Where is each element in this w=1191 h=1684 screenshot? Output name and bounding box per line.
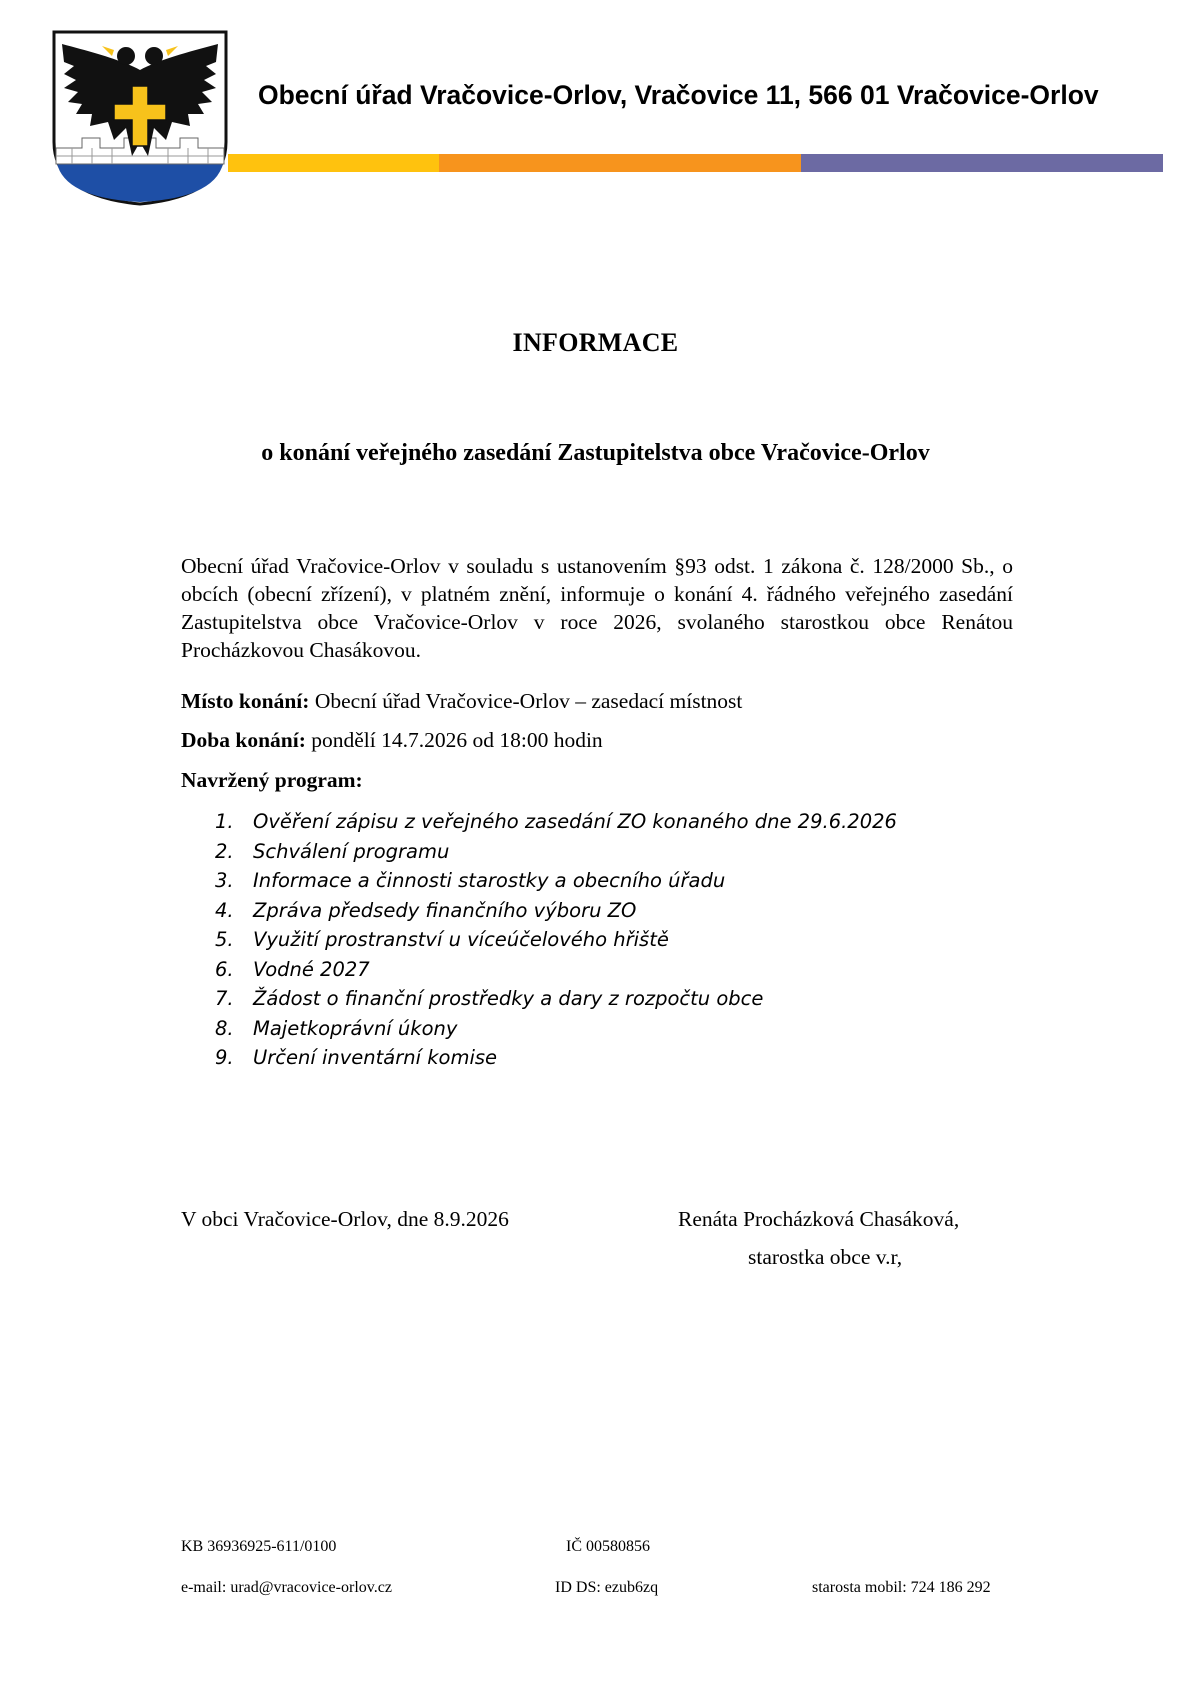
agenda-item-text: Zpráva předsedy finančního výboru ZO bbox=[253, 898, 637, 922]
footer-email: e-mail: urad@vracovice-orlov.cz bbox=[181, 1579, 392, 1596]
agenda-item-text: Vodné 2027 bbox=[253, 957, 370, 981]
footer-company-id: IČ 00580856 bbox=[566, 1538, 650, 1555]
coat-of-arms-icon bbox=[52, 30, 228, 206]
program-heading: Navržený program: bbox=[181, 768, 363, 792]
meeting-time bbox=[181, 728, 603, 753]
agenda-item bbox=[215, 1014, 897, 1044]
intro-paragraph: Obecní úřad Vračovice-Orlov v souladu s ustanovením §93 odst. 1 zákona č. 128/2000 Sb., o obcích (obecní zřízení), v platném znění, informuje o konání 4. řádného veřejného zasedání Zastupitelstva obce Vračovice-Orlov v roce 2026, svolaného starostkou obce Renátou Procházkovou Chasákovou. bbox=[181, 554, 1013, 662]
office-header-title: Obecní úřad Vračovice-Orlov, Vračovice 11, 566 01 Vračovice-Orlov bbox=[258, 80, 1099, 110]
meeting-place-label: Místo konání: bbox=[181, 689, 310, 713]
agenda-item-text: Ověření zápisu z veřejného zasedání ZO konaného dne 29.6.2026 bbox=[253, 810, 897, 833]
agenda-item bbox=[215, 866, 897, 896]
document-subtitle: o konání veřejného zasedání Zastupitelstva obce Vračovice-Orlov bbox=[261, 440, 930, 466]
agenda-item bbox=[215, 1043, 897, 1073]
agenda-item bbox=[215, 984, 897, 1014]
agenda-item-number: 2. bbox=[215, 839, 234, 863]
agenda-item bbox=[215, 807, 897, 837]
header-stripe-yellow bbox=[228, 154, 439, 172]
agenda-item-text: Určení inventární komise bbox=[253, 1046, 498, 1069]
meeting-place-value: Obecní úřad Vračovice-Orlov – zasedací místnost bbox=[314, 689, 743, 713]
meeting-time-label: Doba konání: bbox=[181, 728, 306, 752]
footer-bank-account: KB 36936925-611/0100 bbox=[181, 1538, 337, 1555]
agenda-item bbox=[215, 955, 897, 985]
agenda-item-number: 5. bbox=[215, 928, 234, 951]
agenda-item-number: 6. bbox=[215, 957, 234, 981]
meeting-place bbox=[181, 689, 742, 714]
agenda-item-number: 4. bbox=[215, 898, 234, 922]
agenda-item-text: Využití prostranství u víceúčelového hřiště bbox=[253, 928, 669, 951]
agenda-item-number: 8. bbox=[215, 1016, 234, 1040]
signature-place-date: V obci Vračovice-Orlov, dne 8.9.2026 bbox=[181, 1207, 509, 1231]
document-title: INFORMACE bbox=[512, 328, 679, 357]
agenda-item bbox=[215, 896, 897, 926]
agenda-item bbox=[215, 837, 897, 867]
agenda-item-number: 3. bbox=[215, 869, 234, 892]
agenda-item-text: Žádost o finanční prostředky a dary z rozpočtu obce bbox=[253, 987, 764, 1010]
meeting-time-value: pondělí 14.7.2026 od 18:00 hodin bbox=[311, 728, 603, 752]
agenda-item-text: Informace a činnosti starostky a obecního úřadu bbox=[253, 869, 726, 892]
footer-data-box-id: ID DS: ezub6zq bbox=[555, 1579, 659, 1596]
agenda-item-text: Majetkoprávní úkony bbox=[253, 1016, 458, 1040]
signatory-name: Renáta Procházková Chasáková, bbox=[678, 1207, 960, 1231]
agenda-item bbox=[215, 925, 897, 955]
agenda-item-text: Schválení programu bbox=[253, 839, 450, 863]
agenda-list bbox=[215, 807, 897, 1073]
signatory-role: starostka obce v.r, bbox=[748, 1245, 903, 1269]
agenda-item-number: 9. bbox=[215, 1046, 234, 1069]
header-stripe-purple bbox=[801, 154, 1163, 172]
agenda-item-number: 7. bbox=[215, 987, 234, 1010]
footer-mayor-mobile: starosta mobil: 724 186 292 bbox=[812, 1579, 991, 1596]
header-stripe-orange bbox=[439, 154, 801, 172]
agenda-item-number: 1. bbox=[215, 810, 234, 833]
